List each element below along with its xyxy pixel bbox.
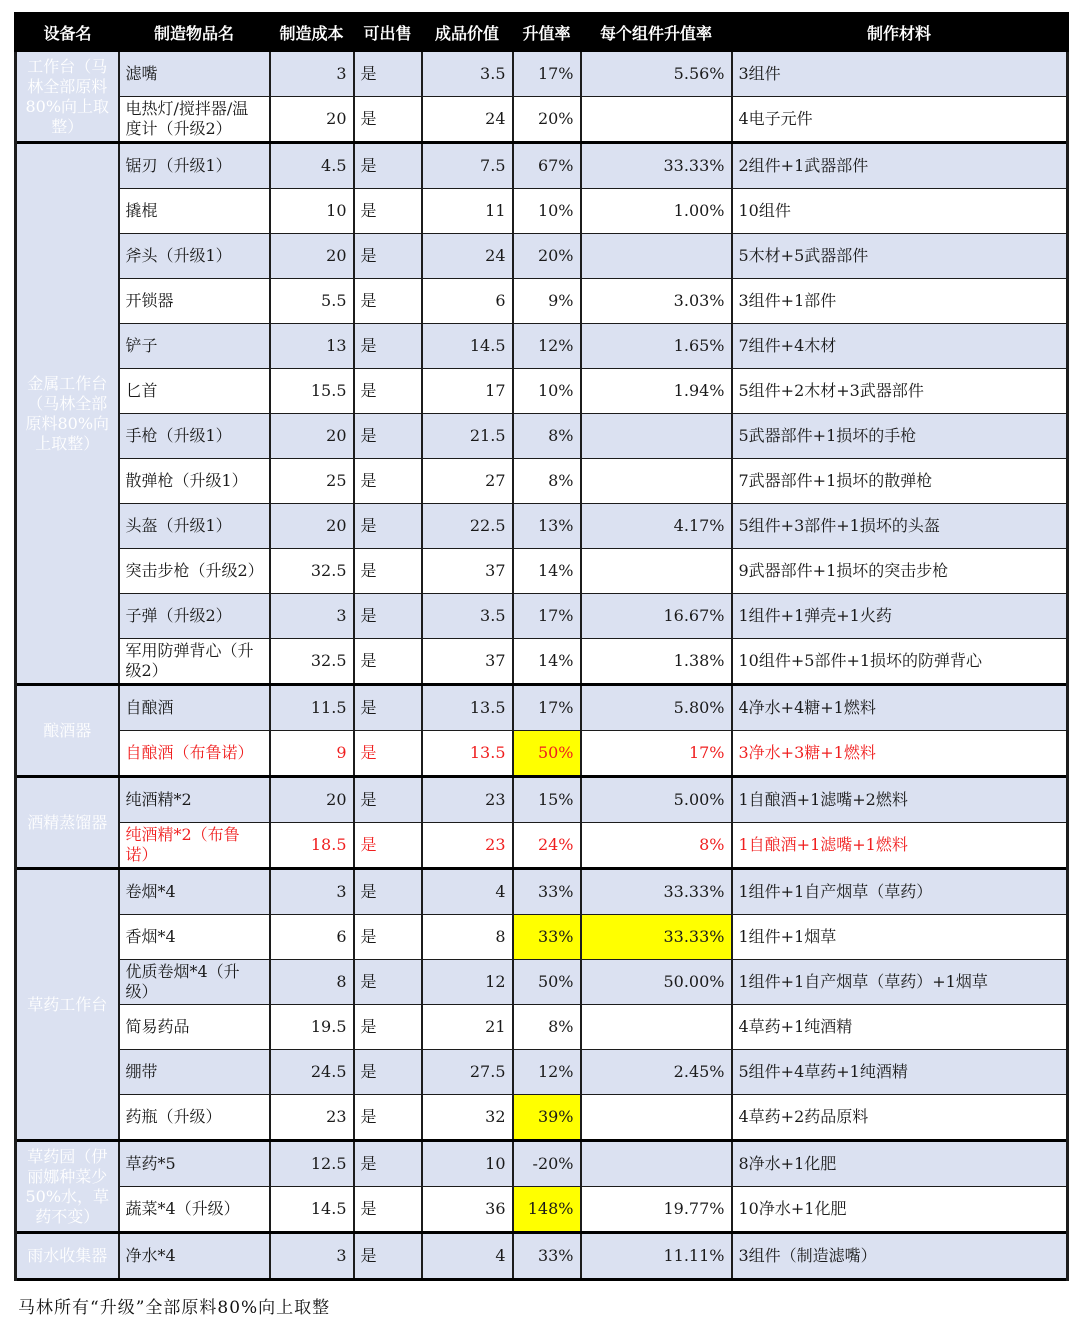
rate-cell: 33% <box>513 1233 581 1280</box>
value-cell: 21 <box>422 1005 513 1050</box>
cost-cell: 32.5 <box>270 639 354 685</box>
rate-cell: 9% <box>513 279 581 324</box>
value-cell: 27.5 <box>422 1050 513 1095</box>
rate-cell: 13% <box>513 504 581 549</box>
sellable-cell: 是 <box>354 731 422 777</box>
sellable-cell: 是 <box>354 459 422 504</box>
rate-cell: 39% <box>513 1095 581 1141</box>
materials-cell: 1自酿酒+1滤嘴+1燃料 <box>732 823 1068 869</box>
materials-cell: 3组件（制造滤嘴） <box>732 1233 1068 1280</box>
item-cell: 简易药品 <box>119 1005 270 1050</box>
crafting-table <box>14 12 1069 1281</box>
component-rate-cell: 33.33% <box>581 143 732 189</box>
materials-cell: 4草药+2药品原料 <box>732 1095 1068 1141</box>
materials-cell: 3组件+1部件 <box>732 279 1068 324</box>
sellable-cell: 是 <box>354 1005 422 1050</box>
table-row <box>16 731 1068 777</box>
item-cell: 药瓶（升级） <box>119 1095 270 1141</box>
sellable-cell: 是 <box>354 1187 422 1233</box>
materials-cell: 10净水+1化肥 <box>732 1187 1068 1233</box>
item-cell: 优质卷烟*4（升级） <box>119 960 270 1005</box>
sellable-cell: 是 <box>354 823 422 869</box>
item-cell: 匕首 <box>119 369 270 414</box>
value-cell: 10 <box>422 1141 513 1187</box>
sellable-cell: 是 <box>354 960 422 1005</box>
materials-cell: 10组件+5部件+1损坏的防弹背心 <box>732 639 1068 685</box>
item-cell: 纯酒精*2 <box>119 777 270 823</box>
rate-cell: 67% <box>513 143 581 189</box>
materials-cell: 4净水+4糖+1燃料 <box>732 685 1068 731</box>
value-cell: 22.5 <box>422 504 513 549</box>
value-cell: 8 <box>422 915 513 960</box>
table-row <box>16 777 1068 823</box>
item-cell: 纯酒精*2（布鲁诺） <box>119 823 270 869</box>
sellable-cell: 是 <box>354 234 422 279</box>
materials-cell: 7武器部件+1损坏的散弹枪 <box>732 459 1068 504</box>
cost-cell: 20 <box>270 777 354 823</box>
value-cell: 4 <box>422 1233 513 1280</box>
table-row <box>16 685 1068 731</box>
materials-cell: 5组件+3部件+1损坏的头盔 <box>732 504 1068 549</box>
rate-cell: 12% <box>513 324 581 369</box>
value-cell: 32 <box>422 1095 513 1141</box>
materials-cell: 1组件+1烟草 <box>732 915 1068 960</box>
rate-cell: 33% <box>513 869 581 915</box>
sellable-cell: 是 <box>354 549 422 594</box>
rate-cell: 20% <box>513 234 581 279</box>
rate-cell: 14% <box>513 549 581 594</box>
header-cell-0: 设备名 <box>16 14 119 51</box>
cost-cell: 20 <box>270 97 354 143</box>
rate-cell: -20% <box>513 1141 581 1187</box>
table-row <box>16 639 1068 685</box>
table-row <box>16 549 1068 594</box>
header-cell-7: 制作材料 <box>732 14 1068 51</box>
cost-cell: 3 <box>270 1233 354 1280</box>
rate-cell: 20% <box>513 97 581 143</box>
device-cell: 工作台（马林全部原料80%向上取整） <box>16 51 119 143</box>
header-cell-3: 可出售 <box>354 14 422 51</box>
value-cell: 6 <box>422 279 513 324</box>
item-cell: 绷带 <box>119 1050 270 1095</box>
cost-cell: 6 <box>270 915 354 960</box>
item-cell: 斧头（升级1） <box>119 234 270 279</box>
cost-cell: 15.5 <box>270 369 354 414</box>
value-cell: 23 <box>422 823 513 869</box>
component-rate-cell: 4.17% <box>581 504 732 549</box>
sellable-cell: 是 <box>354 1141 422 1187</box>
component-rate-cell: 19.77% <box>581 1187 732 1233</box>
component-rate-cell: 2.45% <box>581 1050 732 1095</box>
component-rate-cell: 1.94% <box>581 369 732 414</box>
item-cell: 突击步枪（升级2） <box>119 549 270 594</box>
item-cell: 草药*5 <box>119 1141 270 1187</box>
cost-cell: 19.5 <box>270 1005 354 1050</box>
table-row <box>16 1050 1068 1095</box>
table-row <box>16 823 1068 869</box>
device-cell: 酒精蒸馏器 <box>16 777 119 869</box>
component-rate-cell <box>581 549 732 594</box>
rate-cell: 12% <box>513 1050 581 1095</box>
sellable-cell: 是 <box>354 639 422 685</box>
component-rate-cell: 11.11% <box>581 1233 732 1280</box>
sellable-cell: 是 <box>354 777 422 823</box>
rate-cell: 15% <box>513 777 581 823</box>
cost-cell: 3 <box>270 869 354 915</box>
component-rate-cell <box>581 414 732 459</box>
component-rate-cell: 3.03% <box>581 279 732 324</box>
table-row <box>16 1187 1068 1233</box>
item-cell: 净水*4 <box>119 1233 270 1280</box>
sellable-cell: 是 <box>354 279 422 324</box>
component-rate-cell: 1.38% <box>581 639 732 685</box>
table-row <box>16 279 1068 324</box>
item-cell: 卷烟*4 <box>119 869 270 915</box>
cost-cell: 4.5 <box>270 143 354 189</box>
table-row <box>16 459 1068 504</box>
item-cell: 蔬菜*4（升级） <box>119 1187 270 1233</box>
cost-cell: 32.5 <box>270 549 354 594</box>
cost-cell: 11.5 <box>270 685 354 731</box>
rate-cell: 17% <box>513 594 581 639</box>
rate-cell: 8% <box>513 459 581 504</box>
item-cell: 头盔（升级1） <box>119 504 270 549</box>
device-cell: 金属工作台（马林全部原料80%向上取整） <box>16 143 119 685</box>
materials-cell: 2组件+1武器部件 <box>732 143 1068 189</box>
cost-cell: 12.5 <box>270 1141 354 1187</box>
item-cell: 手枪（升级1） <box>119 414 270 459</box>
item-cell: 自酿酒（布鲁诺） <box>119 731 270 777</box>
materials-cell: 5组件+4草药+1纯酒精 <box>732 1050 1068 1095</box>
sellable-cell: 是 <box>354 1233 422 1280</box>
table-row <box>16 1233 1068 1280</box>
materials-cell: 4草药+1纯酒精 <box>732 1005 1068 1050</box>
table-row <box>16 1095 1068 1141</box>
value-cell: 12 <box>422 960 513 1005</box>
table-row <box>16 189 1068 234</box>
component-rate-cell: 8% <box>581 823 732 869</box>
component-rate-cell: 5.80% <box>581 685 732 731</box>
cost-cell: 3 <box>270 594 354 639</box>
table-row <box>16 414 1068 459</box>
sellable-cell: 是 <box>354 915 422 960</box>
cost-cell: 24.5 <box>270 1050 354 1095</box>
cost-cell: 5.5 <box>270 279 354 324</box>
table-row <box>16 324 1068 369</box>
table-row <box>16 97 1068 143</box>
item-cell: 香烟*4 <box>119 915 270 960</box>
sellable-cell: 是 <box>354 1050 422 1095</box>
table-row <box>16 915 1068 960</box>
component-rate-cell <box>581 234 732 279</box>
materials-cell: 10组件 <box>732 189 1068 234</box>
item-cell: 开锁器 <box>119 279 270 324</box>
sellable-cell: 是 <box>354 369 422 414</box>
rate-cell: 10% <box>513 369 581 414</box>
cost-cell: 20 <box>270 504 354 549</box>
table-row <box>16 960 1068 1005</box>
value-cell: 21.5 <box>422 414 513 459</box>
rate-cell: 8% <box>513 414 581 459</box>
value-cell: 23 <box>422 777 513 823</box>
item-cell: 撬棍 <box>119 189 270 234</box>
cost-cell: 23 <box>270 1095 354 1141</box>
component-rate-cell <box>581 1141 732 1187</box>
table-row <box>16 369 1068 414</box>
table-row <box>16 1141 1068 1187</box>
table-row <box>16 1005 1068 1050</box>
header-cell-1: 制造物品名 <box>119 14 270 51</box>
rate-cell: 17% <box>513 51 581 97</box>
rate-cell: 50% <box>513 960 581 1005</box>
materials-cell: 1自酿酒+1滤嘴+2燃料 <box>732 777 1068 823</box>
component-rate-cell <box>581 459 732 504</box>
value-cell: 4 <box>422 869 513 915</box>
component-rate-cell: 33.33% <box>581 869 732 915</box>
component-rate-cell: 1.00% <box>581 189 732 234</box>
rate-cell: 10% <box>513 189 581 234</box>
value-cell: 3.5 <box>422 51 513 97</box>
sellable-cell: 是 <box>354 504 422 549</box>
rate-cell: 8% <box>513 1005 581 1050</box>
table-header-row <box>16 14 1068 51</box>
component-rate-cell <box>581 1095 732 1141</box>
table-row <box>16 504 1068 549</box>
materials-cell: 5武器部件+1损坏的手枪 <box>732 414 1068 459</box>
cost-cell: 13 <box>270 324 354 369</box>
sellable-cell: 是 <box>354 51 422 97</box>
rate-cell: 148% <box>513 1187 581 1233</box>
cost-cell: 8 <box>270 960 354 1005</box>
cost-cell: 20 <box>270 414 354 459</box>
table-row <box>16 143 1068 189</box>
component-rate-cell: 5.56% <box>581 51 732 97</box>
item-cell: 军用防弹背心（升级2） <box>119 639 270 685</box>
header-cell-6: 每个组件升值率 <box>581 14 732 51</box>
sellable-cell: 是 <box>354 143 422 189</box>
materials-cell: 7组件+4木材 <box>732 324 1068 369</box>
sellable-cell: 是 <box>354 97 422 143</box>
item-cell: 子弹（升级2） <box>119 594 270 639</box>
cost-cell: 18.5 <box>270 823 354 869</box>
device-cell: 草药工作台 <box>16 869 119 1141</box>
component-rate-cell <box>581 1005 732 1050</box>
header-cell-5: 升值率 <box>513 14 581 51</box>
device-cell: 草药园（伊丽娜种菜少50%水，草药不变） <box>16 1141 119 1233</box>
component-rate-cell: 1.65% <box>581 324 732 369</box>
materials-cell: 4电子元件 <box>732 97 1068 143</box>
materials-cell: 5木材+5武器部件 <box>732 234 1068 279</box>
value-cell: 36 <box>422 1187 513 1233</box>
sellable-cell: 是 <box>354 869 422 915</box>
item-cell: 电热灯/搅拌器/温度计（升级2） <box>119 97 270 143</box>
value-cell: 7.5 <box>422 143 513 189</box>
materials-cell: 1组件+1自产烟草（草药） <box>732 869 1068 915</box>
table-body <box>16 51 1068 1280</box>
materials-cell: 1组件+1自产烟草（草药）+1烟草 <box>732 960 1068 1005</box>
materials-cell: 3净水+3糖+1燃料 <box>732 731 1068 777</box>
item-cell: 自酿酒 <box>119 685 270 731</box>
cost-cell: 3 <box>270 51 354 97</box>
item-cell: 锯刃（升级1） <box>119 143 270 189</box>
component-rate-cell: 50.00% <box>581 960 732 1005</box>
sellable-cell: 是 <box>354 324 422 369</box>
header-cell-4: 成品价值 <box>422 14 513 51</box>
materials-cell: 8净水+1化肥 <box>732 1141 1068 1187</box>
rate-cell: 50% <box>513 731 581 777</box>
materials-cell: 1组件+1弹壳+1火药 <box>732 594 1068 639</box>
component-rate-cell: 17% <box>581 731 732 777</box>
table-row <box>16 594 1068 639</box>
cost-cell: 10 <box>270 189 354 234</box>
table-footnote: 马林所有“升级”全部原料80%向上取整 <box>18 1298 331 1318</box>
sellable-cell: 是 <box>354 594 422 639</box>
rate-cell: 17% <box>513 685 581 731</box>
value-cell: 17 <box>422 369 513 414</box>
value-cell: 13.5 <box>422 685 513 731</box>
table-row <box>16 234 1068 279</box>
table-row <box>16 869 1068 915</box>
item-cell: 散弹枪（升级1） <box>119 459 270 504</box>
component-rate-cell <box>581 97 732 143</box>
component-rate-cell: 33.33% <box>581 915 732 960</box>
value-cell: 24 <box>422 234 513 279</box>
header-cell-2: 制造成本 <box>270 14 354 51</box>
rate-cell: 24% <box>513 823 581 869</box>
rate-cell: 33% <box>513 915 581 960</box>
value-cell: 13.5 <box>422 731 513 777</box>
rate-cell: 14% <box>513 639 581 685</box>
sellable-cell: 是 <box>354 1095 422 1141</box>
value-cell: 24 <box>422 97 513 143</box>
materials-cell: 9武器部件+1损坏的突击步枪 <box>732 549 1068 594</box>
device-cell: 雨水收集器 <box>16 1233 119 1280</box>
component-rate-cell: 16.67% <box>581 594 732 639</box>
item-cell: 滤嘴 <box>119 51 270 97</box>
table-row <box>16 51 1068 97</box>
sellable-cell: 是 <box>354 189 422 234</box>
device-cell: 酿酒器 <box>16 685 119 777</box>
value-cell: 11 <box>422 189 513 234</box>
sellable-cell: 是 <box>354 685 422 731</box>
cost-cell: 25 <box>270 459 354 504</box>
value-cell: 3.5 <box>422 594 513 639</box>
sellable-cell: 是 <box>354 414 422 459</box>
component-rate-cell: 5.00% <box>581 777 732 823</box>
value-cell: 37 <box>422 639 513 685</box>
cost-cell: 20 <box>270 234 354 279</box>
materials-cell: 3组件 <box>732 51 1068 97</box>
cost-cell: 14.5 <box>270 1187 354 1233</box>
materials-cell: 5组件+2木材+3武器部件 <box>732 369 1068 414</box>
value-cell: 27 <box>422 459 513 504</box>
item-cell: 铲子 <box>119 324 270 369</box>
cost-cell: 9 <box>270 731 354 777</box>
value-cell: 14.5 <box>422 324 513 369</box>
value-cell: 37 <box>422 549 513 594</box>
